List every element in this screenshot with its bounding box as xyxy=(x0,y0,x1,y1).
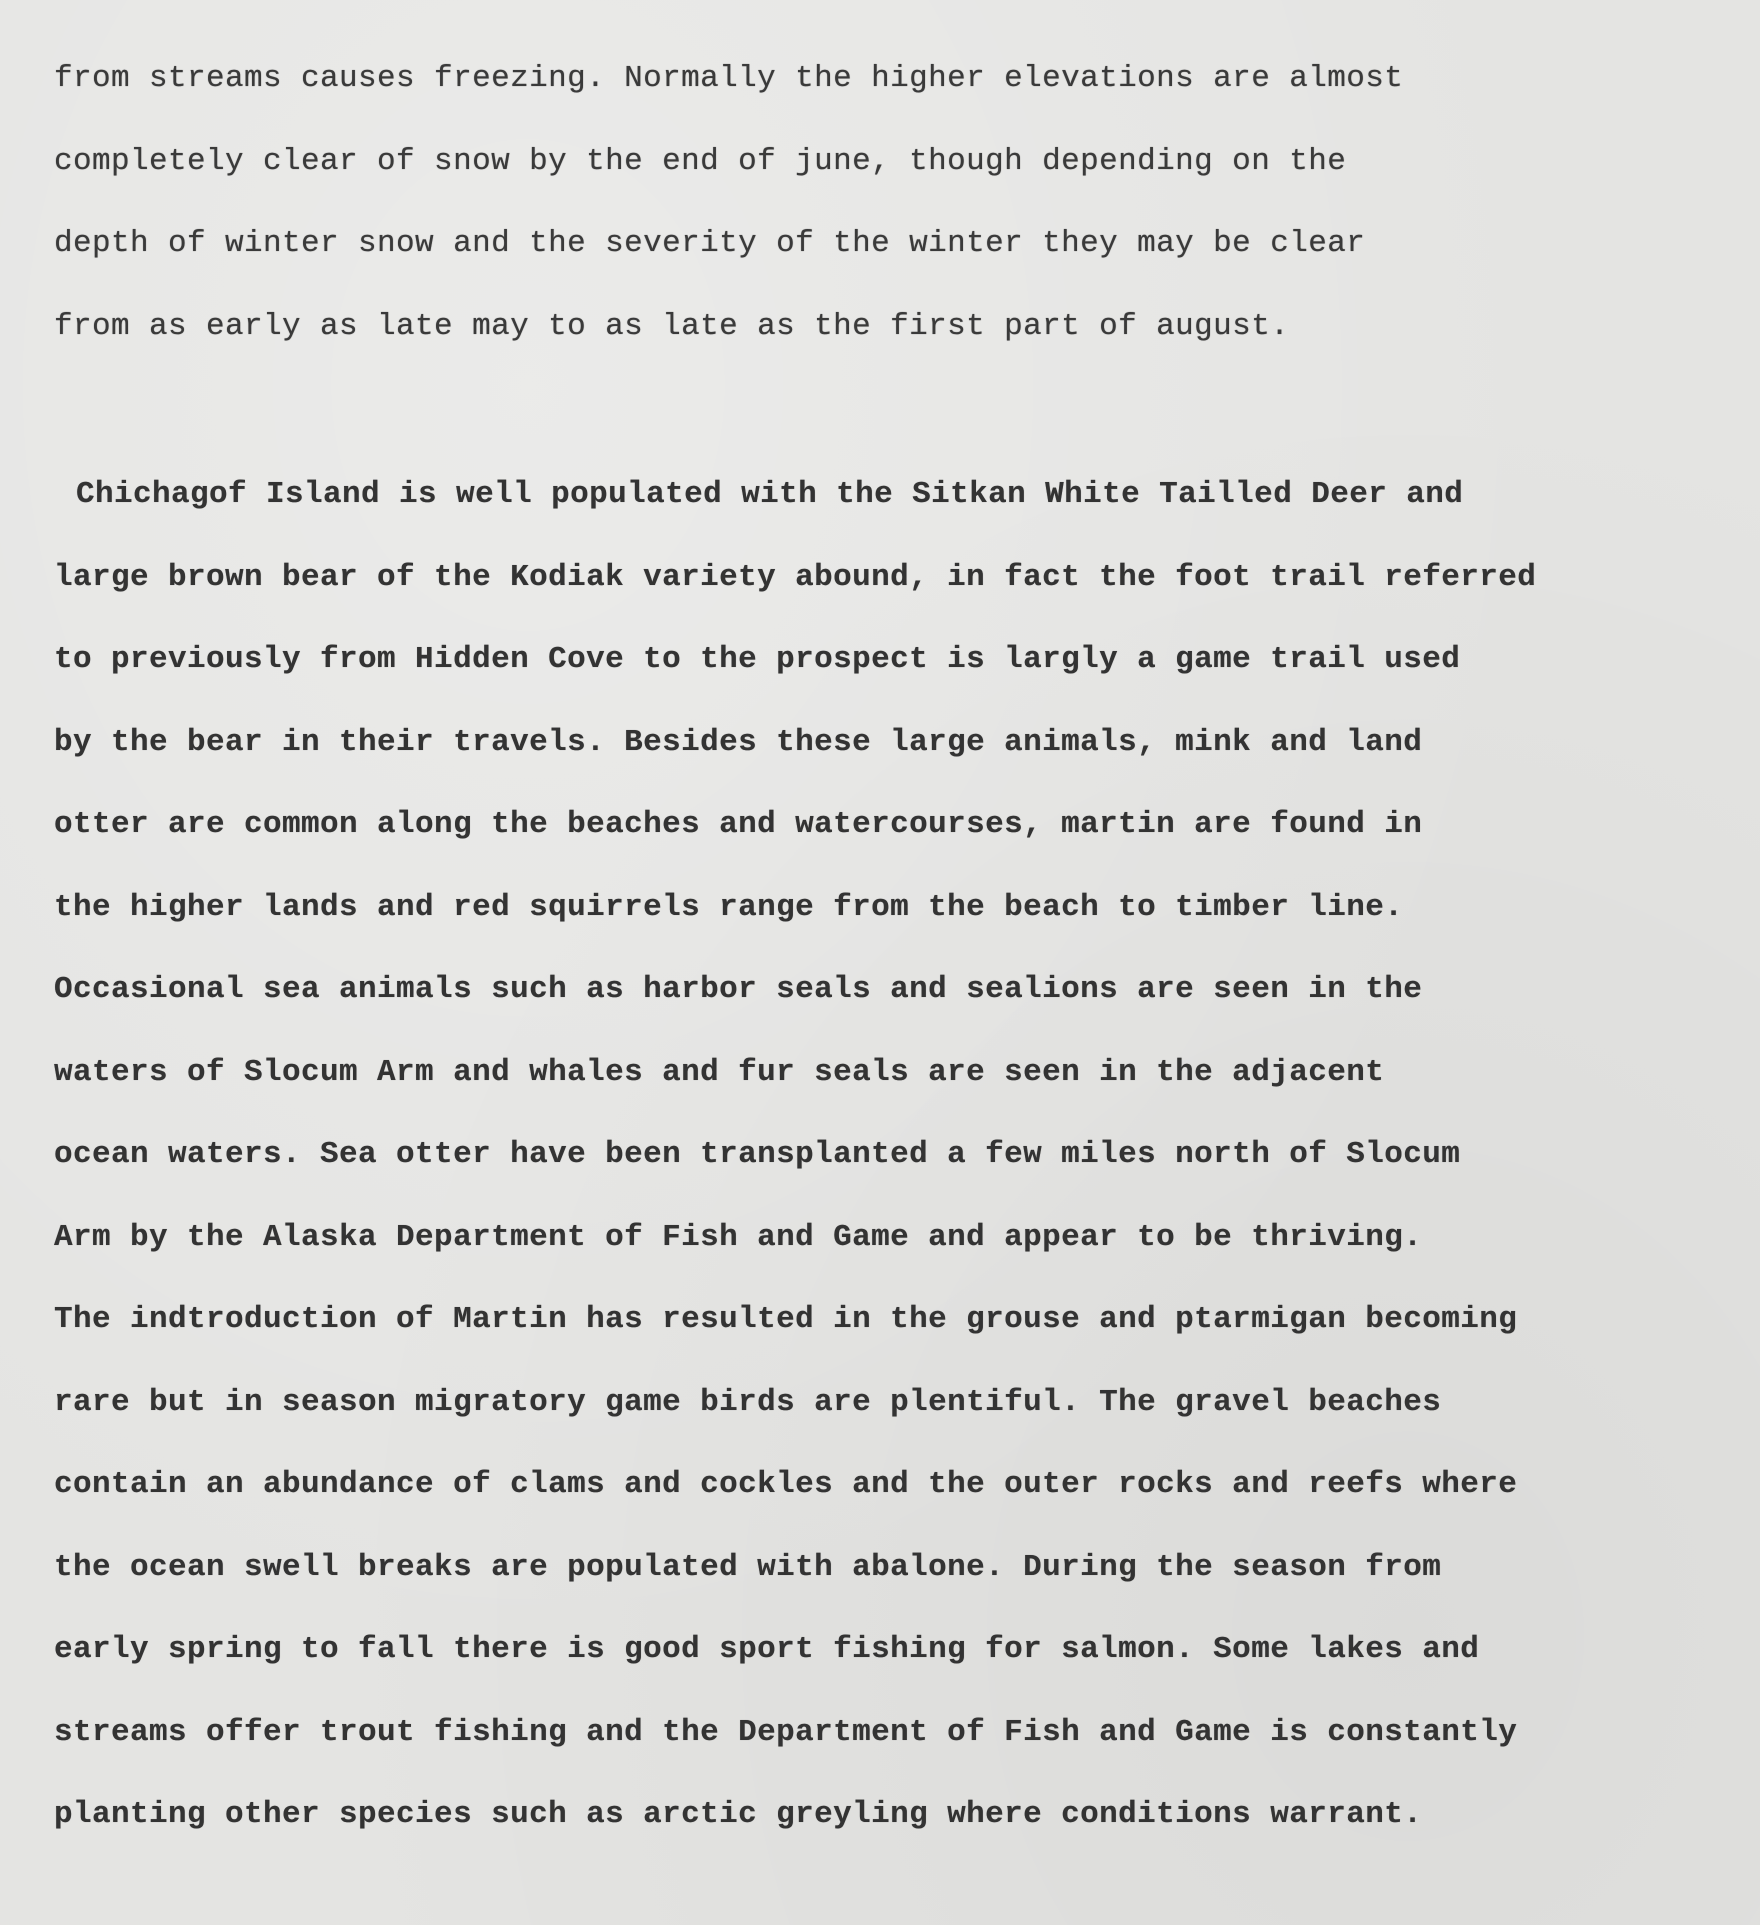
text-line: by the bear in their travels. Besides these large animals, mink and land xyxy=(54,724,1423,760)
text-line: early spring to fall there is good sport fishing for salmon. Some lakes and xyxy=(54,1632,1480,1667)
text-line: contain an abundance of clams and cockles and the outer rocks and reefs where xyxy=(54,1467,1518,1502)
text-line: Chichagof Island is well populated with the Sitkan White Tailled Deer and xyxy=(76,477,1464,512)
text-line: from streams causes freezing. Normally the higher elevations are almost xyxy=(54,61,1404,96)
text-line: Arm by the Alaska Department of Fish and Game and appear to be thriving. xyxy=(54,1219,1423,1255)
text-line: waters of Slocum Arm and whales and fur seals are seen in the adjacent xyxy=(54,1054,1385,1090)
text-line: completely clear of snow by the end of june, though depending on the xyxy=(54,143,1347,179)
text-line: planting other species such as arctic greyling where conditions warrant. xyxy=(54,1797,1423,1832)
text-line: large brown bear of the Kodiak variety abound, in fact the foot trail referred xyxy=(54,559,1537,595)
text-line: The indtroduction of Martin has resulted in the grouse and ptarmigan becoming xyxy=(54,1302,1518,1337)
text-line: ocean waters. Sea otter have been transplanted a few miles north of Slocum xyxy=(54,1137,1461,1172)
text-line: the higher lands and red squirrels range from the beach to timber line. xyxy=(54,889,1404,925)
text-line: the ocean swell breaks are populated with abalone. During the season from xyxy=(54,1549,1442,1585)
text-line: otter are common along the beaches and watercourses, martin are found in xyxy=(54,807,1423,842)
text-line: to previously from Hidden Cove to the prospect is largly a game trail used xyxy=(54,642,1461,677)
text-line: depth of winter snow and the severity of the winter they may be clear xyxy=(54,226,1366,261)
paragraph-wildlife xyxy=(54,454,1694,1857)
text-line: rare but in season migratory game birds are plentiful. The gravel beaches xyxy=(54,1384,1442,1420)
paragraph-snow-conditions xyxy=(54,38,1694,368)
text-line: Occasional sea animals such as harbor seals and sealions are seen in the xyxy=(54,972,1423,1007)
text-line: from as early as late may to as late as the first part of august. xyxy=(54,308,1290,344)
text-line: streams offer trout fishing and the Department of Fish and Game is constantly xyxy=(54,1714,1518,1750)
